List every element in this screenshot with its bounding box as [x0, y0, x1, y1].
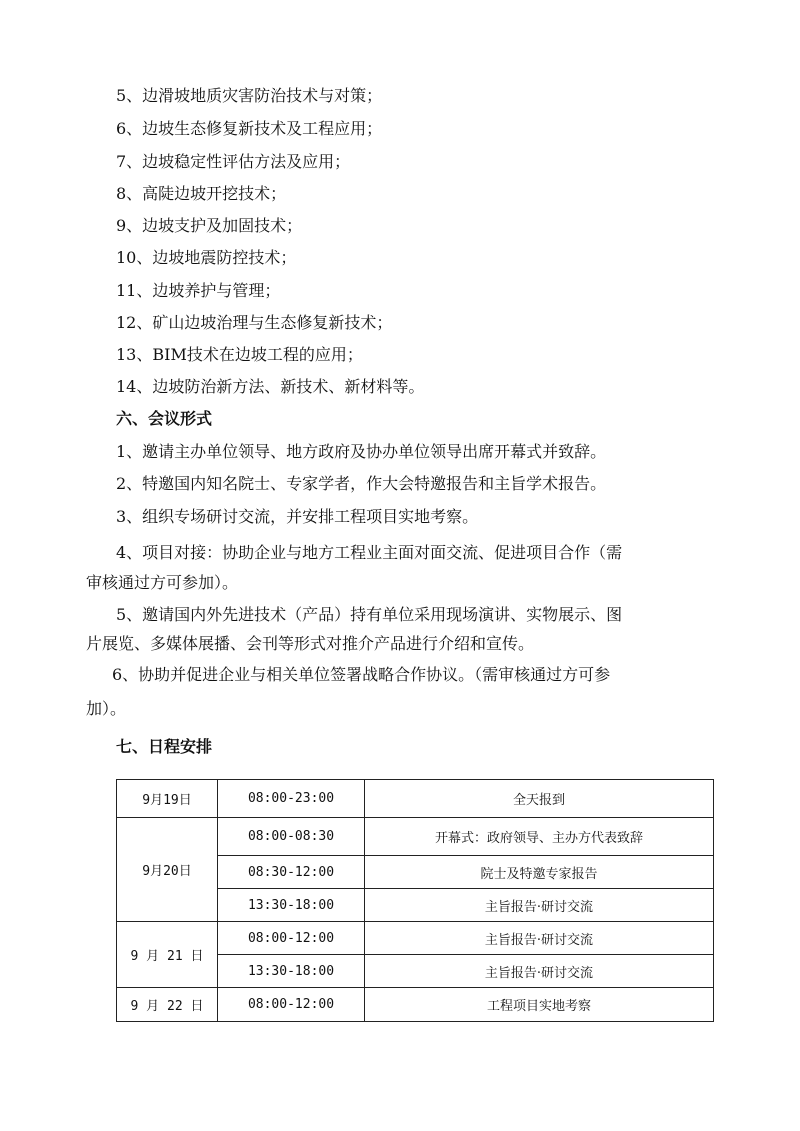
paragraph-line: 审核通过方可参加）。 [86, 573, 239, 592]
date-cell: 9 月 22 日 [117, 988, 218, 1022]
section-heading: 六、会议形式 [116, 409, 213, 428]
paragraph-line: 片展览、多媒体展播、会刊等形式对推介产品进行介绍和宣传。 [86, 634, 535, 653]
topic-item: 11、边坡养护与管理； [116, 281, 281, 300]
paragraph-line: 1、邀请主办单位领导、地方政府及协办单位领导出席开幕式并致辞。 [116, 442, 607, 461]
table-row [117, 818, 714, 856]
time-cell: 08:00-08:30 [218, 818, 365, 856]
activity-cell: 主旨报告·研讨交流 [365, 922, 714, 955]
table-row [117, 780, 714, 818]
time-cell: 08:00-12:00 [218, 922, 365, 955]
activity-cell: 工程项目实地考察 [365, 988, 714, 1022]
date-cell: 9月19日 [117, 780, 218, 818]
activity-cell: 全天报到 [365, 780, 714, 818]
time-cell: 08:30-12:00 [218, 856, 365, 889]
paragraph-line: 4、项目对接：协助企业与地方工程业主面对面交流、促进项目合作（需 [116, 543, 623, 562]
table-row [117, 988, 714, 1022]
topic-item: 5、边滑坡地质灾害防治技术与对策； [116, 86, 383, 105]
date-cell: 9月20日 [117, 818, 218, 922]
topic-item: 6、边坡生态修复新技术及工程应用； [116, 119, 383, 138]
activity-cell: 主旨报告·研讨交流 [365, 955, 714, 988]
topic-item: 13、BIM技术在边坡工程的应用； [116, 345, 363, 364]
topic-item: 8、高陡边坡开挖技术； [116, 184, 287, 203]
topic-item: 9、边坡支护及加固技术； [116, 216, 303, 235]
table-row [117, 922, 714, 955]
date-cell: 9 月 21 日 [117, 922, 218, 988]
time-cell: 08:00-23:00 [218, 780, 365, 818]
activity-cell: 主旨报告·研讨交流 [365, 889, 714, 922]
activity-cell: 开幕式：政府领导、主办方代表致辞 [365, 818, 714, 856]
paragraph-line: 加）。 [86, 699, 127, 718]
paragraph-line: 6、协助并促进企业与相关单位签署战略合作协议。（需审核通过方可参 [112, 665, 611, 684]
time-cell: 13:30-18:00 [218, 955, 365, 988]
section-heading: 七、日程安排 [116, 737, 213, 756]
paragraph-line: 2、特邀国内知名院士、专家学者，作大会特邀报告和主旨学术报告。 [116, 474, 607, 493]
paragraph-line: 5、邀请国内外先进技术（产品）持有单位采用现场演讲、实物展示、图 [116, 605, 623, 624]
time-cell: 13:30-18:00 [218, 889, 365, 922]
paragraph-line: 3、组织专场研讨交流，并安排工程项目实地考察。 [116, 507, 479, 526]
activity-cell: 院士及特邀专家报告 [365, 856, 714, 889]
topic-item: 7、边坡稳定性评估方法及应用； [116, 152, 351, 171]
topic-item: 14、边坡防治新方法、新技术、新材料等。 [116, 377, 425, 396]
time-cell: 08:00-12:00 [218, 988, 365, 1022]
schedule-table [116, 779, 714, 1022]
topic-item: 12、矿山边坡治理与生态修复新技术； [116, 313, 393, 332]
topic-item: 10、边坡地震防控技术； [116, 248, 297, 267]
